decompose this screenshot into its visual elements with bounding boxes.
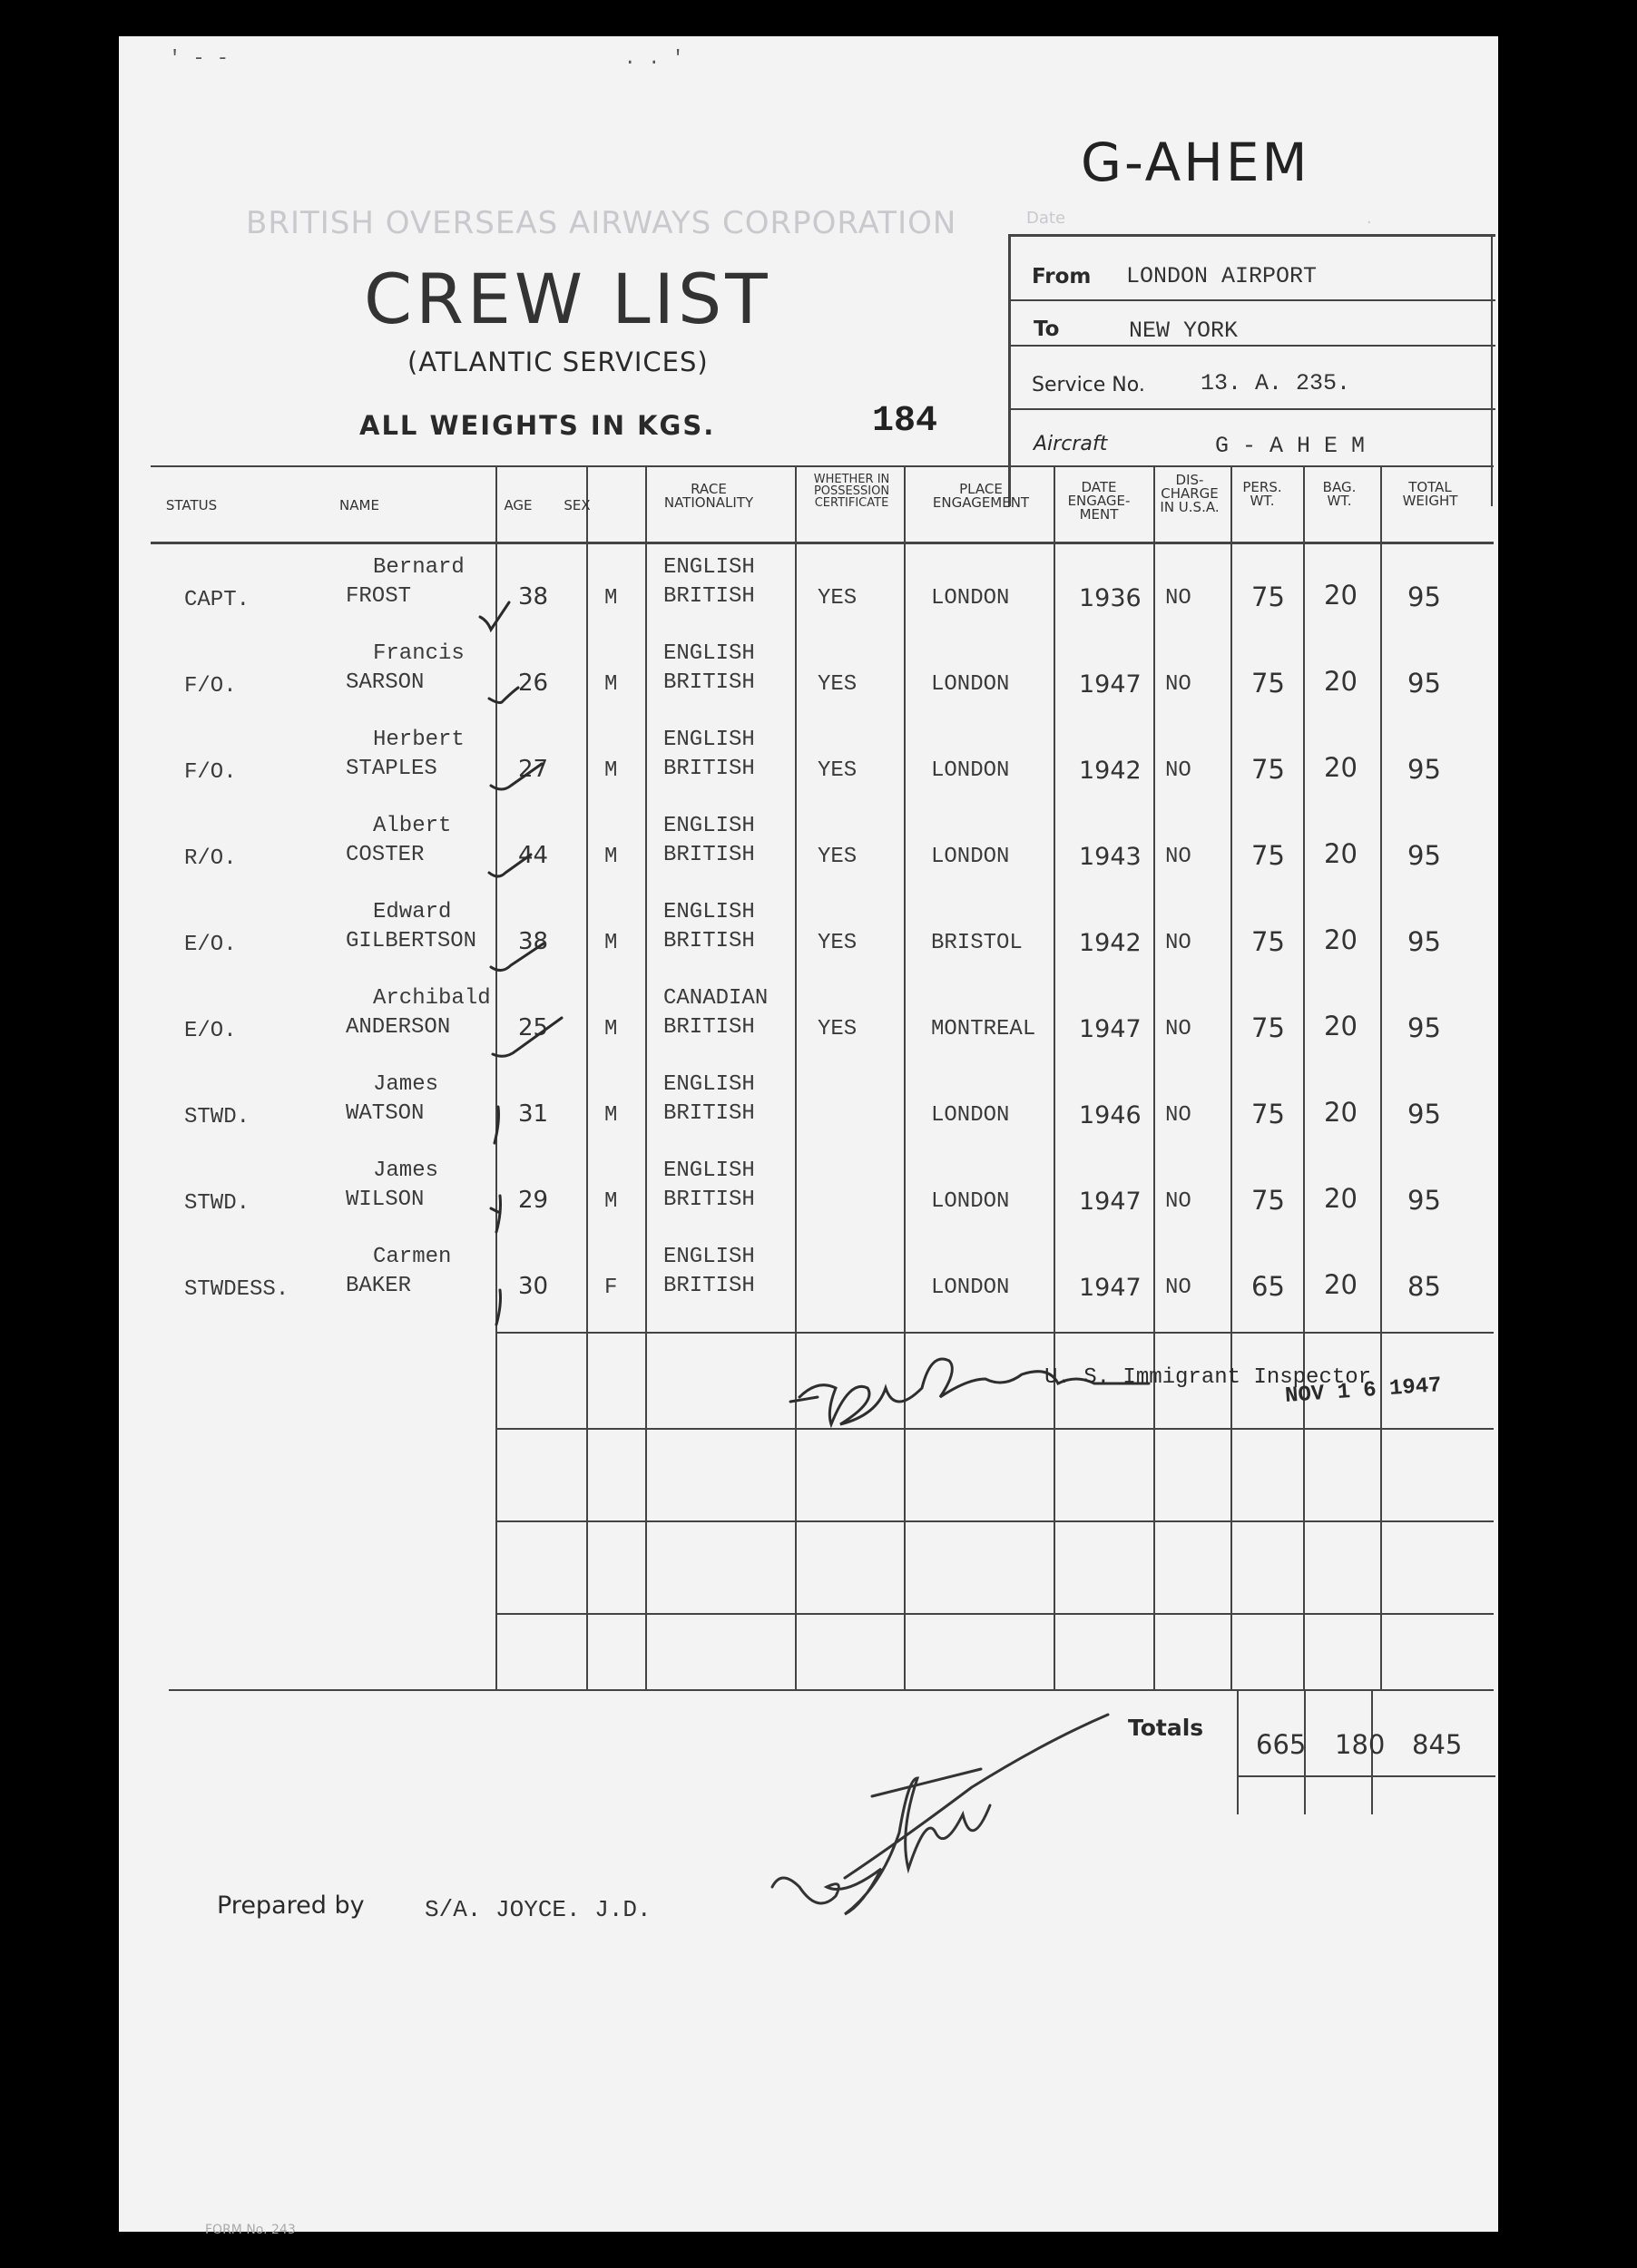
crew-sex: M [604,845,618,869]
crew-last-name: WATSON [346,1101,425,1126]
from-value: LONDON AIRPORT [1126,263,1318,289]
crew-total-wt: 95 [1407,1185,1441,1216]
crew-place: BRISTOL [931,931,1023,955]
col-header-sex: SEX [564,497,591,513]
document-subtitle: (ATLANTIC SERVICES) [407,347,709,377]
crew-nationality: BRITISH [663,843,755,867]
crew-pers-wt: 75 [1251,668,1285,699]
crew-bag-wt: 20 [1324,1097,1358,1128]
crew-bag-wt: 20 [1324,1011,1358,1041]
crew-date: 1947 [1079,1274,1142,1302]
crew-total-wt: 95 [1407,926,1441,957]
from-label: From [1032,265,1092,288]
crew-age: 44 [518,842,549,869]
crew-race: ENGLISH [663,728,755,752]
crew-status: F/O. [184,674,237,699]
crew-sex: M [604,1189,618,1214]
crew-bag-wt: 20 [1324,752,1358,783]
crew-date: 1942 [1079,757,1142,785]
crew-last-name: WILSON [346,1188,425,1212]
crew-age: 25 [518,1014,549,1041]
crew-certificate: YES [818,586,858,611]
crew-total-wt: 95 [1407,754,1441,785]
crew-place: LONDON [931,1103,1010,1128]
totals-total: 845 [1412,1729,1463,1760]
col-header-race-nationality: RACE NATIONALITY [663,481,754,511]
crew-pers-wt: 65 [1251,1271,1285,1302]
crew-status: STWDESS. [184,1277,289,1302]
crew-pers-wt: 75 [1251,1185,1285,1216]
crew-last-name: COSTER [346,843,425,867]
crew-age: 38 [518,928,549,955]
totals-bag-wt: 180 [1335,1729,1386,1760]
crew-race: ENGLISH [663,1158,755,1183]
crew-discharge: NO [1165,845,1191,869]
crew-first-name: Edward [373,900,452,924]
col-header-bag-wt: BAG. WT. [1322,479,1357,509]
company-name-faded: BRITISH OVERSEAS AIRWAYS CORPORATION [246,205,957,241]
stamp-date: NOV 1 6 1947 [1284,1374,1443,1409]
crew-first-name: Carmen [373,1245,452,1269]
crew-race: ENGLISH [663,1072,755,1097]
crew-discharge: NO [1165,758,1191,783]
crew-discharge: NO [1165,1276,1191,1300]
crew-total-wt: 95 [1407,1012,1441,1043]
form-number: FORM No. 243 [205,2223,296,2237]
crew-first-name: Francis [373,641,465,666]
crew-nationality: BRITISH [663,1015,755,1040]
crew-status: CAPT. [184,588,250,612]
crew-place: LONDON [931,1189,1010,1214]
crew-total-wt: 85 [1407,1271,1441,1302]
registration-mark: G-AHEM [1081,132,1310,193]
crew-age: 38 [518,583,549,611]
service-value: 13. A. 235. [1201,370,1351,396]
crew-status: STWD. [184,1105,250,1129]
crew-nationality: BRITISH [663,757,755,781]
col-header-place-engagement: PLACE ENGAGEMENT [932,481,1030,511]
inspector-stamp: U. S. Immigrant Inspector [1044,1365,1372,1390]
crew-date: 1947 [1079,1188,1142,1216]
crew-last-name: FROST [346,584,412,609]
crew-place: LONDON [931,672,1010,697]
crew-race: ENGLISH [663,641,755,666]
crew-date: 1942 [1079,929,1142,957]
crew-sex: M [604,1103,618,1128]
crew-first-name: Archibald [373,986,491,1011]
to-value: NEW YORK [1129,318,1239,344]
crew-bag-wt: 20 [1324,924,1358,955]
crew-first-name: Herbert [373,728,465,752]
crew-status: F/O. [184,760,237,785]
crew-certificate: YES [818,845,858,869]
crew-age: 31 [518,1100,549,1128]
faded-box-heading: Date . [1026,209,1372,228]
crew-bag-wt: 20 [1324,1269,1358,1300]
crew-place: LONDON [931,758,1010,783]
crew-total-wt: 95 [1407,668,1441,699]
crew-last-name: BAKER [346,1274,412,1298]
crew-race: ENGLISH [663,900,755,924]
crew-certificate: YES [818,931,858,955]
crew-sex: M [604,672,618,697]
edge-specks: ' - - . . ' [169,47,684,70]
to-label: To [1034,318,1060,341]
crew-place: LONDON [931,586,1010,611]
sheet-number: 184 [872,401,938,442]
crew-status: E/O. [184,933,237,957]
crew-discharge: NO [1165,1103,1191,1128]
crew-sex: F [604,1276,618,1300]
crew-nationality: BRITISH [663,1188,755,1212]
crew-age: 26 [518,670,549,697]
crew-total-wt: 95 [1407,582,1441,612]
crew-list-sheet [119,36,1498,2237]
crew-discharge: NO [1165,931,1191,955]
crew-place: LONDON [931,1276,1010,1300]
crew-bag-wt: 20 [1324,666,1358,697]
crew-race: CANADIAN [663,986,769,1011]
crew-last-name: SARSON [346,670,425,695]
crew-race: ENGLISH [663,814,755,838]
crew-sex: M [604,586,618,611]
aircraft-label: Aircraft [1034,433,1108,455]
crew-age: 30 [518,1273,549,1300]
crew-status: R/O. [184,846,237,871]
col-header-certificate: WHETHER IN POSSESSION CERTIFICATE [813,473,890,510]
crew-date: 1943 [1079,843,1142,871]
crew-pers-wt: 75 [1251,1012,1285,1043]
crew-nationality: BRITISH [663,1101,755,1126]
crew-first-name: Albert [373,814,452,838]
crew-date: 1947 [1079,670,1142,699]
crew-race: ENGLISH [663,1245,755,1269]
crew-discharge: NO [1165,672,1191,697]
crew-status: STWD. [184,1191,250,1216]
crew-pers-wt: 75 [1251,926,1285,957]
crew-date: 1947 [1079,1015,1142,1043]
crew-race: ENGLISH [663,555,755,580]
crew-discharge: NO [1165,1017,1191,1041]
crew-bag-wt: 20 [1324,838,1358,869]
crew-nationality: BRITISH [663,584,755,609]
crew-place: MONTREAL [931,1017,1036,1041]
crew-total-wt: 95 [1407,1099,1441,1129]
crew-sex: M [604,758,618,783]
crew-nationality: BRITISH [663,929,755,953]
crew-status: E/O. [184,1019,237,1043]
col-header-status: STATUS [165,497,218,513]
crew-age: 29 [518,1187,549,1214]
totals-pers-wt: 665 [1256,1729,1307,1760]
col-header-name: NAME [339,497,379,513]
crew-bag-wt: 20 [1324,1183,1358,1214]
crew-place: LONDON [931,845,1010,869]
crew-age: 27 [518,756,549,783]
crew-sex: M [604,931,618,955]
col-header-age: AGE [504,497,533,513]
col-header-total-weight: TOTAL WEIGHT [1402,479,1458,509]
col-header-discharge: DIS-CHARGE IN U.S.A. [1160,472,1220,515]
crew-last-name: ANDERSON [346,1015,451,1040]
crew-bag-wt: 20 [1324,580,1358,611]
crew-certificate: YES [818,672,858,697]
crew-date: 1946 [1079,1101,1142,1129]
weights-note: ALL WEIGHTS IN KGS. [359,410,716,441]
crew-discharge: NO [1165,586,1191,611]
document-title: CREW LIST [364,259,771,339]
totals-label: Totals [1128,1715,1204,1741]
col-header-date-engagement: DATE ENGAGE-MENT [1067,479,1131,523]
crew-pers-wt: 75 [1251,582,1285,612]
col-header-pers-wt: PERS. WT. [1242,479,1282,509]
crew-sex: M [604,1017,618,1041]
crew-certificate: YES [818,1017,858,1041]
crew-pers-wt: 75 [1251,754,1285,785]
crew-total-wt: 95 [1407,840,1441,871]
crew-discharge: NO [1165,1189,1191,1214]
crew-pers-wt: 75 [1251,1099,1285,1129]
crew-last-name: GILBERTSON [346,929,477,953]
service-label: Service No. [1032,374,1145,396]
crew-date: 1936 [1079,584,1142,612]
prepared-by-value: S/A. JOYCE. J.D. [425,1896,652,1923]
crew-first-name: Bernard [373,555,465,580]
aircraft-value: G - A H E M [1215,433,1366,459]
crew-nationality: BRITISH [663,1274,755,1298]
crew-nationality: BRITISH [663,670,755,695]
crew-pers-wt: 75 [1251,840,1285,871]
prepared-by-label: Prepared by [217,1892,365,1920]
crew-first-name: James [373,1072,439,1097]
crew-certificate: YES [818,758,858,783]
crew-first-name: James [373,1158,439,1183]
crew-last-name: STAPLES [346,757,437,781]
